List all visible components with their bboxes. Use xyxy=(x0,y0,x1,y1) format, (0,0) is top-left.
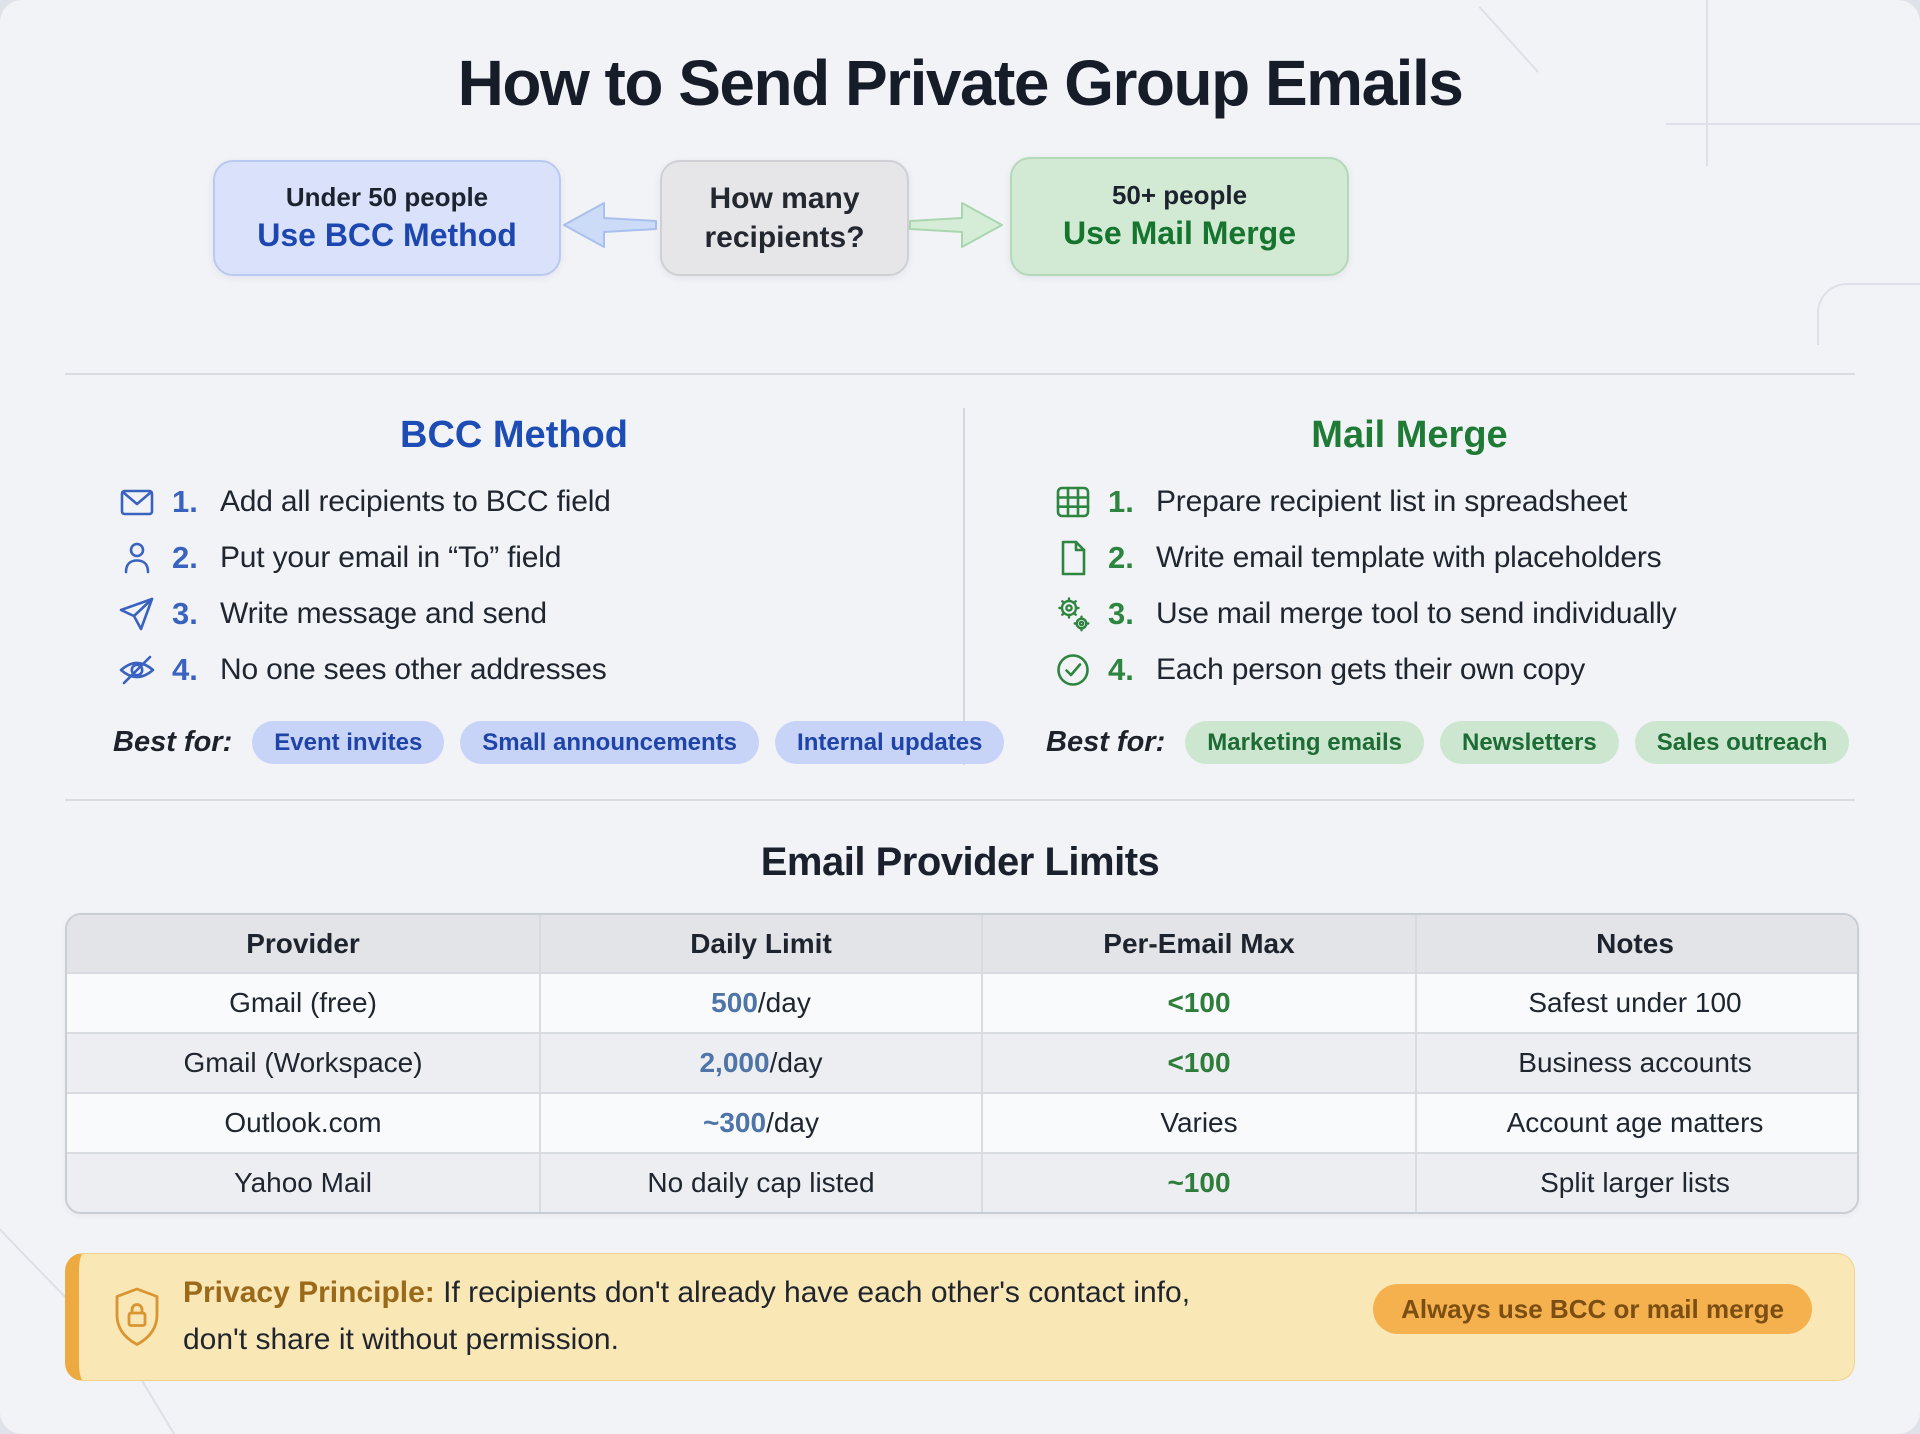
merge-tag-sales-outreach: Sales outreach xyxy=(1635,721,1850,764)
cell-notes: Business accounts xyxy=(1415,1034,1853,1092)
cell-notes: Split larger lists xyxy=(1415,1154,1853,1212)
mail-icon xyxy=(116,482,158,522)
decor-rounded-corner xyxy=(1817,283,1920,345)
cell-provider: Yahoo Mail xyxy=(233,1167,372,1198)
merge-step-2-number: 2. xyxy=(1108,540,1134,575)
bcc-step-2 xyxy=(116,530,611,586)
decision-question-line2: recipients? xyxy=(704,221,865,254)
decision-under-50-label: Under 50 people xyxy=(285,181,489,212)
bcc-step-3-text: Write message and send xyxy=(220,597,547,630)
table-row-gmail-free xyxy=(67,972,1857,1032)
cell-daily-limit xyxy=(539,1154,981,1212)
header-per-email-max: Per-Email Max xyxy=(981,915,1415,972)
shield-lock-icon xyxy=(111,1285,163,1354)
table-header-row xyxy=(67,915,1857,972)
merge-step-2-text: Write email template with placeholders xyxy=(1156,541,1662,574)
daily-unit: /day xyxy=(757,987,811,1018)
bcc-tag-small-announcements: Small announcements xyxy=(460,721,759,764)
merge-step-2 xyxy=(1052,530,1677,586)
cell-provider: Gmail (Workspace) xyxy=(183,1047,423,1078)
divider-bottom xyxy=(65,799,1855,801)
bcc-tag-event-invites: Event invites xyxy=(252,721,444,764)
bcc-steps-list xyxy=(116,474,611,698)
cell-notes: Account age matters xyxy=(1415,1094,1853,1152)
decision-use-bcc-label: Use BCC Method xyxy=(257,216,517,253)
decision-question-line1: How many xyxy=(709,182,860,215)
bcc-step-1-number: 1. xyxy=(172,484,198,519)
decision-50plus-box xyxy=(1010,157,1349,276)
merge-best-for-label: Best for: xyxy=(1046,726,1166,758)
bcc-best-for-row xyxy=(113,721,1020,764)
merge-step-1-number: 1. xyxy=(1108,484,1134,519)
header-provider: Provider xyxy=(246,927,360,959)
divider-columns xyxy=(963,408,965,765)
document-icon xyxy=(1052,538,1094,578)
table-row-outlook xyxy=(67,1092,1857,1152)
table-title: Email Provider Limits xyxy=(760,840,1160,884)
check-circle-icon xyxy=(1052,650,1094,690)
table-row-gmail-workspace xyxy=(67,1032,1857,1092)
bcc-step-2-number: 2. xyxy=(172,540,198,575)
decor-line-diagonal-bottom-2 xyxy=(139,1377,177,1434)
decision-question-box xyxy=(660,160,909,276)
header-notes: Notes xyxy=(1415,915,1853,972)
privacy-rule-badge: Always use BCC or mail merge xyxy=(1373,1284,1812,1334)
cell-per-email-max: <100 xyxy=(981,1034,1415,1092)
cell-per-email-max: Varies xyxy=(981,1094,1415,1152)
merge-tag-marketing-emails: Marketing emails xyxy=(1185,721,1424,764)
user-icon xyxy=(116,538,158,578)
daily-unit: /day xyxy=(766,1107,819,1138)
cell-daily-limit xyxy=(539,1094,981,1152)
decision-use-merge-label: Use Mail Merge xyxy=(1063,215,1296,252)
bcc-step-1 xyxy=(116,474,611,530)
cell-provider: Outlook.com xyxy=(224,1107,382,1138)
cell-notes: Safest under 100 xyxy=(1415,974,1853,1032)
merge-step-3-number: 3. xyxy=(1108,596,1134,631)
daily-value: 2,000 xyxy=(699,1047,770,1078)
arrow-right-icon xyxy=(906,197,1006,253)
privacy-banner xyxy=(65,1253,1855,1381)
mail-merge-heading: Mail Merge xyxy=(1311,414,1508,456)
send-icon xyxy=(116,594,158,634)
daily-unit: No daily cap listed xyxy=(647,1167,875,1198)
bcc-best-for-label: Best for: xyxy=(113,726,233,758)
cell-per-email-max: <100 xyxy=(981,974,1415,1032)
bcc-step-3 xyxy=(116,586,611,642)
daily-value: ~300 xyxy=(702,1107,767,1138)
merge-step-3-text: Use mail merge tool to send individually xyxy=(1156,597,1677,630)
bcc-step-2-text: Put your email in “To” field xyxy=(220,541,562,574)
daily-value: 500 xyxy=(711,987,758,1018)
privacy-text xyxy=(183,1270,1193,1364)
decision-50plus-label: 50+ people xyxy=(1111,180,1248,211)
provider-limits-table xyxy=(65,913,1859,1214)
arrow-left-icon xyxy=(560,197,660,253)
bcc-step-3-number: 3. xyxy=(172,596,198,631)
merge-step-4 xyxy=(1052,642,1677,698)
header-daily-limit: Daily Limit xyxy=(539,915,981,972)
bcc-step-4-number: 4. xyxy=(172,652,198,687)
page-title: How to Send Private Group Emails xyxy=(457,47,1463,119)
bcc-step-4 xyxy=(116,642,611,698)
bcc-step-1-text: Add all recipients to BCC field xyxy=(220,485,611,518)
merge-step-4-number: 4. xyxy=(1108,652,1134,687)
cell-per-email-max: ~100 xyxy=(981,1154,1415,1212)
decor-line-horizontal xyxy=(1666,123,1920,125)
spreadsheet-icon xyxy=(1052,482,1094,522)
cell-daily-limit xyxy=(539,1034,981,1092)
merge-step-1-text: Prepare recipient list in spreadsheet xyxy=(1156,485,1628,518)
merge-steps-list xyxy=(1052,474,1677,698)
privacy-body: If recipients don't already have each other's contact info, don't share it without permission. xyxy=(183,1276,1191,1356)
gears-icon xyxy=(1052,594,1094,634)
merge-step-4-text: Each person gets their own copy xyxy=(1156,653,1586,686)
cell-provider: Gmail (free) xyxy=(229,987,377,1018)
bcc-step-4-text: No one sees other addresses xyxy=(220,653,607,686)
merge-best-for-row xyxy=(1046,721,1865,764)
divider-top xyxy=(65,373,1855,375)
cell-daily-limit xyxy=(539,974,981,1032)
daily-unit: /day xyxy=(769,1047,823,1078)
table-row-yahoo xyxy=(67,1152,1857,1212)
decision-under-50-box xyxy=(213,160,561,276)
merge-step-3 xyxy=(1052,586,1677,642)
merge-step-1 xyxy=(1052,474,1677,530)
eye-off-icon xyxy=(116,650,158,690)
privacy-heading: Privacy Principle: xyxy=(183,1276,435,1309)
merge-tag-newsletters: Newsletters xyxy=(1440,721,1619,764)
bcc-method-heading: BCC Method xyxy=(400,414,628,456)
bcc-tag-internal-updates: Internal updates xyxy=(775,721,1004,764)
